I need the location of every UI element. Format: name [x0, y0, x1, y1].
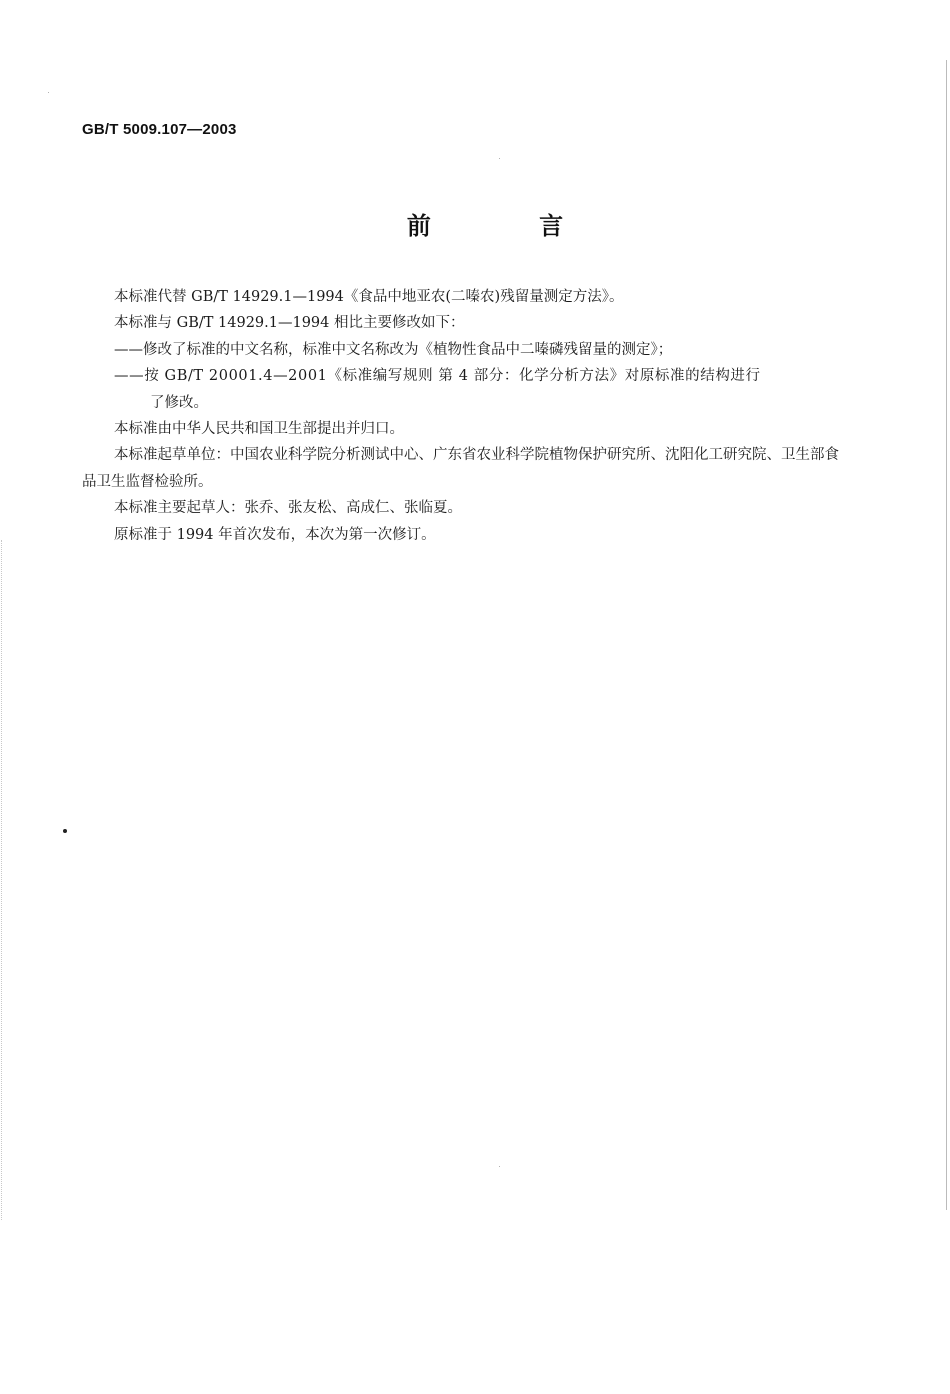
scan-edge-left [1, 540, 3, 1220]
change-item-structure-line1: ——按 GB/T 20001.4—2001《标准编写规则 第 4 部分：化学分析方法》对原标准的结构进行 [114, 368, 761, 385]
scan-speck [499, 1166, 500, 1167]
change-item-structure-line2: 了修改。 [150, 394, 208, 411]
change-item-structure [82, 363, 842, 416]
paragraph-drafters: 本标准主要起草人：张乔、张友松、高成仁、张临夏。 [114, 500, 462, 517]
paragraph-drafting-units: 本标准起草单位：中国农业科学院分析测试中心、广东省农业科学院植物保护研究所、沈阳化工研究院、卫生部食品卫生监督检验所。 [82, 447, 839, 490]
change-item-name: ——修改了标准的中文名称，标准中文名称改为《植物性食品中二嗪磷残留量的测定》； [114, 341, 673, 358]
paragraph-history: 原标准于 1994 年首次发布，本次为第一次修订。 [114, 526, 436, 543]
scan-speck [48, 92, 49, 93]
scan-speck [63, 829, 67, 833]
scan-speck [499, 158, 500, 159]
foreword-body [82, 284, 842, 548]
paragraph-proposer: 本标准由中华人民共和国卫生部提出并归口。 [114, 421, 404, 438]
scan-edge-right [945, 60, 947, 1210]
standard-number: GB/T 5009.107—2003 [82, 121, 237, 138]
paragraph-replaces: 本标准代替 GB/T 14929.1—1994《食品中地亚农(二嗪农)残留量测定方法》。 [114, 289, 624, 305]
paragraph-changes-intro: 本标准与 GB/T 14929.1—1994 相比主要修改如下： [114, 315, 465, 332]
foreword-title: 前 言 [406, 212, 614, 240]
